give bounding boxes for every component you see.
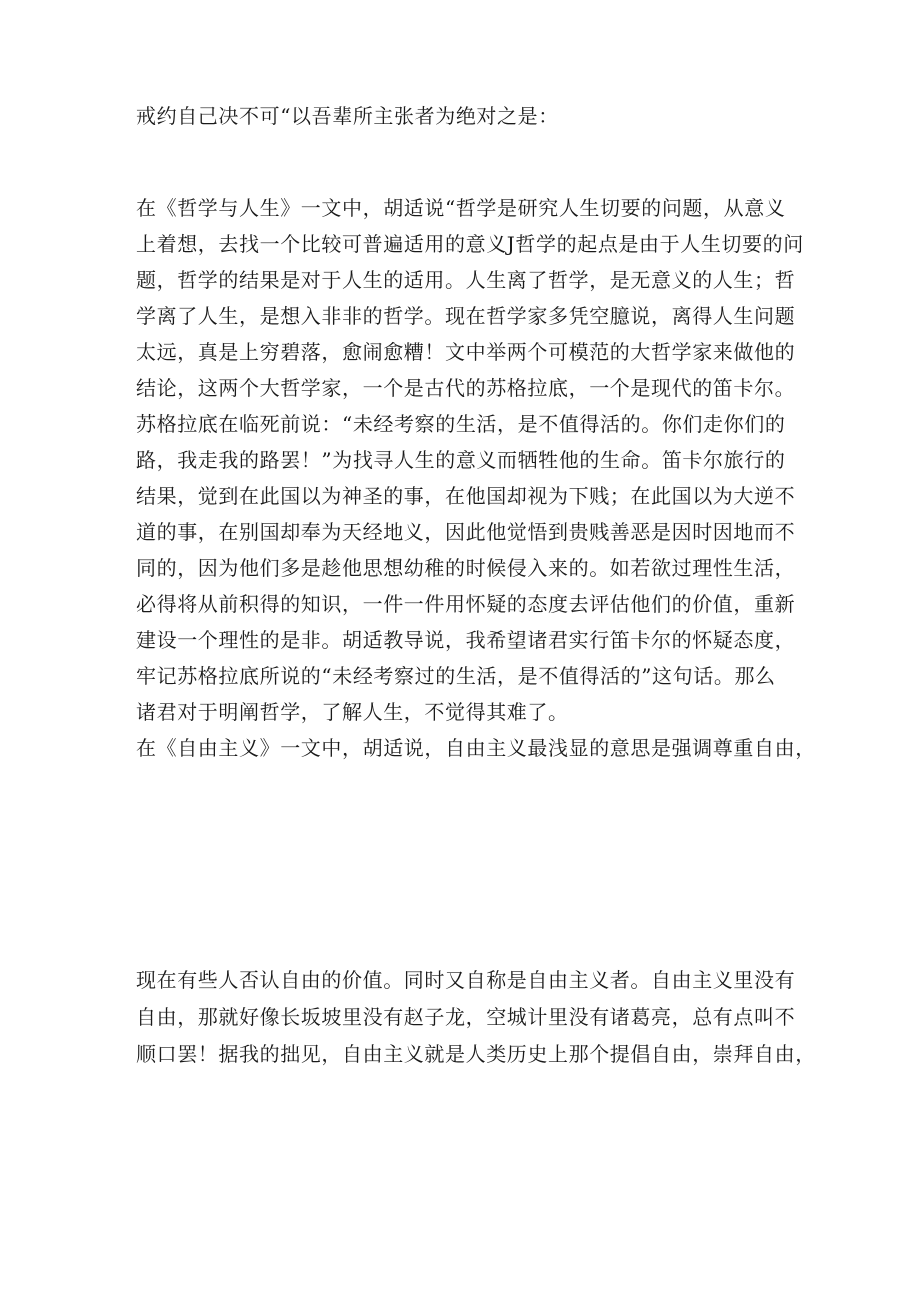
text-line: 诸君对于明阐哲学，了解人生，不觉得其难了。: [136, 700, 569, 724]
text-line: 同的，因为他们多是趁他思想幼稚的时候侵入来的。如若欲过理性生活，: [136, 556, 796, 580]
text-line: 学离了人生，是想入非非的哲学。现在哲学家多凭空臆说，离得人生问题: [136, 304, 796, 328]
text-line: 上着想，去找一个比较可普遍适用的意义J哲学的起点是由于人生切要的问: [136, 232, 804, 256]
text-line: 路，我走我的路罢！”为找寻人生的意义而牺牲他的生命。笛卡尔旅行的: [136, 448, 786, 472]
text-line: 牢记苏格拉底所说的“未经考察过的生活，是不值得活的”这句话。那么: [136, 664, 776, 688]
text-line: 结果，觉到在此国以为神圣的事，在他国却视为下贱；在此国以为大逆不: [136, 484, 796, 508]
text-line: 结论，这两个大哲学家，一个是古代的苏格拉底，一个是现代的笛卡尔。: [136, 376, 796, 400]
text-line: 苏格拉底在临死前说：“未经考察的生活，是不值得活的。你们走你们的: [136, 412, 786, 436]
text-line: 太远，真是上穷碧落，愈闹愈糟！文中举两个可模范的大哲学家来做他的: [136, 340, 796, 364]
text-line: 道的事，在别国却奉为天经地义，因此他觉悟到贵贱善恶是因时因地而不: [136, 520, 796, 544]
text-line: 在《哲学与人生》一文中，胡适说“哲学是研究人生切要的问题，从意义: [136, 196, 786, 220]
text-line: 自由，那就好像长坂坡里没有赵子龙，空城计里没有诸葛亮，总有点叫不: [136, 1005, 796, 1029]
text-line: 在《自由主义》一文中，胡适说，自由主义最浅显的意思是强调尊重自由，: [136, 736, 816, 760]
text-line: 顺口罢！据我的拙见，自由主义就是人类历史上那个提倡自由，崇拜自由，: [136, 1042, 816, 1066]
text-line: 现在有些人否认自由的价值。同时又自称是自由主义者。自由主义里没有: [136, 968, 796, 992]
text-line: 必得将从前积得的知识，一件一件用怀疑的态度去评估他们的价值，重新: [136, 592, 796, 616]
text-line: 戒约自己决不可“以吾辈所主张者为绝对之是：: [136, 104, 559, 128]
text-line: 建设一个理性的是非。胡适教导说，我希望诸君实行笛卡尔的怀疑态度，: [136, 628, 796, 652]
text-line: 题，哲学的结果是对于人生的适用。人生离了哲学，是无意义的人生；哲: [136, 268, 796, 292]
